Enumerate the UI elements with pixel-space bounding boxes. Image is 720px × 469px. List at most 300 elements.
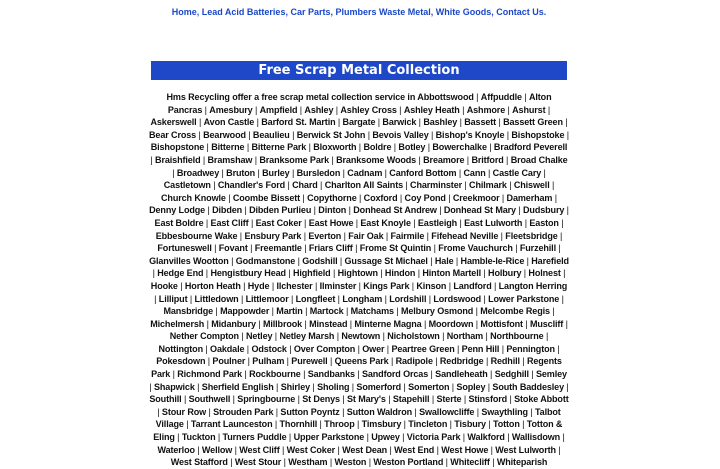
separator: | — [427, 255, 435, 266]
separator: | — [245, 129, 253, 140]
location-item: Newtown — [341, 331, 381, 342]
separator: | — [329, 154, 337, 165]
location-item: Radipole — [395, 356, 433, 367]
location-item: Holbury — [488, 268, 522, 279]
separator: | — [337, 255, 345, 266]
separator: | — [412, 406, 420, 417]
location-item: Copythorne — [307, 192, 357, 203]
location-item: Church Knowle — [161, 192, 226, 203]
separator: | — [356, 280, 364, 291]
separator: | — [204, 142, 212, 153]
separator: | — [339, 406, 347, 417]
separator: | — [499, 192, 507, 203]
separator: | — [446, 280, 454, 291]
location-item: Chard — [292, 180, 318, 191]
separator: | — [244, 142, 252, 153]
location-item: Minterne Magna — [354, 318, 422, 329]
separator: | — [174, 432, 182, 443]
separator: | — [393, 306, 401, 317]
separator: | — [549, 306, 555, 317]
location-item: Frome Vauchurch — [438, 243, 513, 254]
separator: | — [285, 268, 293, 279]
nav-link-car-parts[interactable]: Car Parts — [290, 7, 331, 17]
location-item: Donhead St Mary — [443, 205, 516, 216]
location-item: Poulner — [212, 356, 246, 367]
location-item: Tisbury — [454, 419, 486, 430]
separator: | — [491, 280, 499, 291]
location-item: Muscliff — [529, 318, 564, 329]
location-item: Ashley Cross — [340, 104, 397, 115]
location-item: Hinton Martell — [422, 268, 482, 279]
separator: | — [560, 432, 565, 443]
location-item: Fortuneswell — [157, 243, 212, 254]
separator: | — [238, 331, 246, 342]
location-item: Nicholstown — [387, 331, 440, 342]
separator: | — [519, 356, 527, 367]
separator: | — [211, 243, 219, 254]
separator: | — [558, 217, 564, 228]
location-item: Bradford Peverell — [493, 142, 568, 153]
separator: | — [483, 356, 491, 367]
location-item: Barwick — [382, 117, 417, 128]
location-item: Langton Herring — [498, 280, 568, 291]
location-item: Ashmore — [466, 104, 506, 115]
separator: | — [506, 180, 514, 191]
separator: | — [300, 369, 308, 380]
location-item: Fleetsbridge — [505, 230, 558, 241]
location-item: Godshill — [302, 255, 338, 266]
separator: | — [335, 444, 343, 455]
separator: | — [306, 142, 314, 153]
separator: | — [254, 117, 262, 128]
separator: | — [244, 343, 252, 354]
separator: | — [355, 343, 363, 354]
separator: | — [295, 255, 303, 266]
location-item: Bearwood — [203, 129, 246, 140]
location-item: Kings Park — [363, 280, 410, 291]
location-item: Bitterne Park — [251, 142, 307, 153]
separator: | — [310, 381, 318, 392]
location-item: Ashley — [304, 104, 334, 115]
location-item: Upwey — [371, 432, 400, 443]
location-item: Longham — [342, 293, 383, 304]
location-item: Shirley — [280, 381, 311, 392]
location-item: Melcombe Regis — [480, 306, 550, 317]
location-item: Queens Park — [334, 356, 389, 367]
separator: | — [335, 117, 343, 128]
separator: | — [365, 129, 373, 140]
location-item: Bursledon — [296, 167, 341, 178]
separator: | — [301, 243, 309, 254]
location-item: Dibden — [212, 205, 243, 216]
location-item: Matchams — [350, 306, 394, 317]
separator: | — [339, 394, 347, 405]
location-item: Martock — [309, 306, 344, 317]
separator: | — [285, 180, 293, 191]
location-item: Melbury Osmond — [400, 306, 474, 317]
location-item: Britford — [471, 154, 504, 165]
separator: | — [524, 255, 532, 266]
location-item: Cadnam — [347, 167, 383, 178]
separator: | — [272, 419, 280, 430]
location-item: Sherfield English — [201, 381, 274, 392]
location-item: Stapehill — [392, 394, 430, 405]
separator: | — [219, 167, 227, 178]
separator: | — [232, 444, 240, 455]
location-item: Ensbury Park — [244, 230, 302, 241]
separator: | — [503, 154, 511, 165]
page-title: Free Scrap Metal Collection — [258, 63, 460, 78]
separator: | — [504, 129, 512, 140]
location-item: Southwell — [188, 394, 231, 405]
location-item: Sholing — [317, 381, 350, 392]
separator: | — [401, 381, 409, 392]
separator: | — [428, 129, 436, 140]
separator: | — [177, 280, 185, 291]
location-item: Castle Cary — [492, 167, 542, 178]
separator: | — [194, 444, 202, 455]
separator: | — [248, 217, 256, 228]
separator: | — [416, 154, 424, 165]
separator: | — [203, 268, 211, 279]
separator: | — [474, 406, 482, 417]
separator: | — [560, 268, 566, 279]
location-item: Swallowcliffe — [419, 406, 475, 417]
separator: | — [486, 142, 494, 153]
location-item: Creekmoor — [452, 192, 500, 203]
separator: | — [564, 205, 569, 216]
nav-link-plumbers-waste-metal[interactable]: Plumbers Waste Metal — [335, 7, 431, 17]
separator: | — [424, 230, 432, 241]
separator: | — [346, 205, 354, 216]
nav-link-white-goods[interactable]: White Goods — [435, 7, 492, 17]
separator: | — [240, 280, 248, 291]
location-item: Springbourne — [237, 394, 296, 405]
separator: | — [564, 381, 569, 392]
location-item: Shapwick — [153, 381, 195, 392]
separator: | — [504, 432, 512, 443]
separator: | — [210, 180, 218, 191]
separator: | — [225, 192, 233, 203]
separator: | — [434, 444, 442, 455]
location-item: Tuckton — [181, 432, 216, 443]
separator: | — [473, 306, 481, 317]
location-item: Landford — [453, 280, 492, 291]
separator: | — [170, 369, 178, 380]
separator: | — [454, 343, 462, 354]
separator: | — [242, 369, 250, 380]
location-item: Michelmersh — [150, 318, 205, 329]
location-item: East Knoyle — [360, 217, 411, 228]
location-item: Bitterne — [211, 142, 245, 153]
separator: | — [449, 381, 457, 392]
location-item: Sutton Waldron — [346, 406, 413, 417]
separator: | — [552, 192, 557, 203]
location-item: Ower — [362, 343, 385, 354]
location-item: Lilliput — [158, 293, 188, 304]
location-item: Harefield — [531, 255, 569, 266]
location-item: Branksome Park — [259, 154, 330, 165]
nav-link-contact-us[interactable]: Contact Us — [496, 7, 544, 17]
location-item: Broad Chalke — [510, 154, 568, 165]
separator: | — [380, 331, 388, 342]
separator: | — [205, 205, 213, 216]
location-item: Bramshaw — [207, 154, 253, 165]
location-item: Pulham — [252, 356, 285, 367]
location-item: Westham — [288, 457, 328, 468]
location-item: Purewell — [291, 356, 328, 367]
location-item: Botley — [398, 142, 426, 153]
separator: | — [194, 381, 202, 392]
location-item: Timsbury — [361, 419, 402, 430]
separator: | — [204, 318, 212, 329]
separator: | — [289, 167, 297, 178]
location-item: Dibden Purlieu — [249, 205, 312, 216]
separator: | — [347, 318, 355, 329]
location-item: Everton — [308, 230, 342, 241]
separator: | — [425, 142, 433, 153]
location-item: Alton Pancras — [167, 92, 552, 115]
location-item: Nether Compton — [169, 331, 239, 342]
separator: | — [481, 268, 489, 279]
separator: | — [172, 167, 177, 178]
location-item: South Baddesley — [492, 381, 565, 392]
location-item: Fifehead Neville — [431, 230, 499, 241]
location-item: Glanvilles Wootton — [149, 255, 229, 266]
separator: | — [521, 92, 529, 102]
location-item: Millbrook — [262, 318, 303, 329]
separator: | — [330, 268, 338, 279]
location-item: Charlton All Saints — [324, 180, 403, 191]
separator: | — [286, 432, 294, 443]
top-navigation: Home, Lead Acid Batteries, Car Parts, Plumbers Waste Metal, White Goods, Contact Us. — [171, 7, 547, 17]
separator: | — [215, 432, 223, 443]
separator: | — [340, 167, 348, 178]
separator: | — [555, 444, 561, 455]
separator: | — [157, 406, 162, 417]
location-item: Penn Hill — [461, 343, 500, 354]
location-item: Wellow — [201, 444, 233, 455]
page-title-banner — [151, 61, 567, 80]
location-item: Northbourne — [490, 331, 544, 342]
location-item: Pennington — [506, 343, 555, 354]
separator: | — [512, 243, 520, 254]
separator: | — [353, 217, 361, 228]
location-item: Richmond Park — [177, 369, 243, 380]
separator: | — [436, 205, 444, 216]
separator: | — [300, 192, 308, 203]
location-item: Chilmark — [469, 180, 507, 191]
location-item: Gussage St Michael — [344, 255, 428, 266]
separator: | — [312, 280, 320, 291]
location-item: Highfield — [292, 268, 331, 279]
separator: | — [459, 104, 467, 115]
location-item: Bishopstoke — [511, 129, 565, 140]
separator: | — [150, 154, 156, 165]
separator: | — [289, 129, 297, 140]
separator: | — [230, 394, 238, 405]
location-item: Breamore — [423, 154, 465, 165]
location-item: Freemantle — [254, 243, 302, 254]
location-item: Bishopstone — [150, 142, 205, 153]
separator: | — [564, 129, 569, 140]
separator: | — [382, 167, 390, 178]
location-item: Barford St. Martin — [261, 117, 336, 128]
location-item: Fairmile — [390, 230, 425, 241]
location-item: Donhead St Andrew — [353, 205, 437, 216]
separator: | — [388, 356, 396, 367]
location-item: Bowerchalke — [432, 142, 487, 153]
location-item: Askerswell — [150, 117, 197, 128]
separator: | — [498, 230, 506, 241]
location-item: Whiteparish — [496, 457, 548, 468]
separator: | — [541, 167, 546, 178]
separator: | — [399, 432, 407, 443]
location-item: Swaythling — [481, 406, 528, 417]
location-item: Mappowder — [220, 306, 270, 317]
separator: | — [549, 180, 555, 191]
location-item: Sutton Poyntz — [280, 406, 340, 417]
nav-link-home[interactable]: Home — [171, 7, 197, 17]
location-item: Boldre — [363, 142, 392, 153]
separator: | — [281, 457, 289, 468]
location-item: Stinsford — [468, 394, 508, 405]
separator: | — [334, 331, 342, 342]
separator: | — [343, 306, 351, 317]
separator: | — [481, 293, 489, 304]
location-item: Holnest — [528, 268, 561, 279]
location-item: Northam — [446, 331, 484, 342]
separator: | — [488, 444, 496, 455]
separator: | — [252, 154, 260, 165]
location-item: Hightown — [337, 268, 378, 279]
separator: | — [384, 343, 392, 354]
location-item: Horton Heath — [184, 280, 241, 291]
separator: | — [297, 104, 305, 115]
separator: | — [562, 117, 568, 128]
separator: | — [295, 394, 303, 405]
location-item: West End — [394, 444, 435, 455]
location-item: Chiswell — [513, 180, 550, 191]
separator: | — [543, 331, 549, 342]
location-item: Ashurst — [512, 104, 546, 115]
location-item: Damerham — [506, 192, 553, 203]
separator: | — [149, 381, 154, 392]
location-item: Affpuddle — [480, 92, 522, 102]
location-item: Littledown — [194, 293, 239, 304]
location-item: Avon Castle — [203, 117, 255, 128]
location-item: Cann — [463, 167, 486, 178]
location-item: Beaulieu — [252, 129, 290, 140]
separator: | — [284, 356, 292, 367]
location-item: West Cliff — [239, 444, 280, 455]
separator: | — [302, 318, 310, 329]
separator: | — [385, 394, 393, 405]
separator: | — [428, 369, 436, 380]
separator: | — [528, 369, 536, 380]
separator: | — [453, 255, 461, 266]
location-item: St Denys — [302, 394, 340, 405]
separator: | — [273, 406, 281, 417]
location-item: Branksome Woods — [336, 154, 417, 165]
separator: | — [203, 343, 211, 354]
location-item: Fair Oak — [348, 230, 384, 241]
separator: | — [421, 318, 429, 329]
location-item: Ebbesbourne Wake — [155, 230, 238, 241]
separator: | — [247, 243, 255, 254]
separator: | — [415, 268, 423, 279]
location-item: Ilchester — [276, 280, 313, 291]
location-item: Sopley — [456, 381, 486, 392]
nav-link-lead-acid-batteries[interactable]: Lead Acid Batteries — [201, 7, 286, 17]
separator: | — [202, 104, 210, 115]
location-item: West Dean — [342, 444, 388, 455]
separator: | — [206, 406, 214, 417]
location-item: Hooke — [150, 280, 178, 291]
location-item: West Howe — [441, 444, 489, 455]
separator: | — [527, 406, 535, 417]
separator: | — [483, 331, 491, 342]
separator: | — [377, 268, 385, 279]
separator: | — [416, 117, 424, 128]
location-item: Mansbridge — [163, 306, 214, 317]
separator: | — [499, 343, 507, 354]
separator: | — [349, 381, 357, 392]
location-item: Lordswood — [433, 293, 482, 304]
separator: | — [559, 293, 564, 304]
location-item: East Cliff — [210, 217, 249, 228]
separator: | — [485, 167, 493, 178]
separator: | — [286, 343, 294, 354]
location-item: Netley — [245, 331, 273, 342]
separator: | — [443, 457, 451, 468]
separator: | — [409, 280, 417, 291]
separator: | — [431, 243, 439, 254]
location-item: Sedghill — [494, 369, 529, 380]
location-item: Thornhill — [279, 419, 318, 430]
location-item: Longfleet — [295, 293, 336, 304]
location-item: Totton & Eling — [153, 419, 563, 443]
separator: | — [327, 457, 335, 468]
location-item: Bloxworth — [313, 142, 357, 153]
separator: | — [522, 217, 530, 228]
separator: | — [515, 205, 523, 216]
location-item: Lordshill — [389, 293, 427, 304]
location-item: Upper Parkstone — [293, 432, 365, 443]
location-item: Bargate — [342, 117, 376, 128]
location-item: Amesbury — [209, 104, 253, 115]
location-item: Bruton — [226, 167, 256, 178]
location-item: Moordown — [428, 318, 474, 329]
location-item: East Lulworth — [464, 217, 523, 228]
location-item: Semley — [535, 369, 567, 380]
location-item: Strouden Park — [213, 406, 274, 417]
location-item: Sandbanks — [307, 369, 355, 380]
separator: | — [187, 293, 195, 304]
separator: | — [426, 293, 434, 304]
location-item: Fovant — [218, 243, 248, 254]
separator: | — [519, 419, 527, 430]
location-item: East Coker — [255, 217, 302, 228]
separator: | — [255, 318, 263, 329]
separator: | — [439, 331, 447, 342]
location-item: West Coker — [286, 444, 336, 455]
separator: | — [461, 394, 469, 405]
location-item: Bear Cross — [149, 129, 197, 140]
separator: | — [391, 142, 399, 153]
separator: | — [496, 117, 504, 128]
separator: | — [447, 419, 455, 430]
